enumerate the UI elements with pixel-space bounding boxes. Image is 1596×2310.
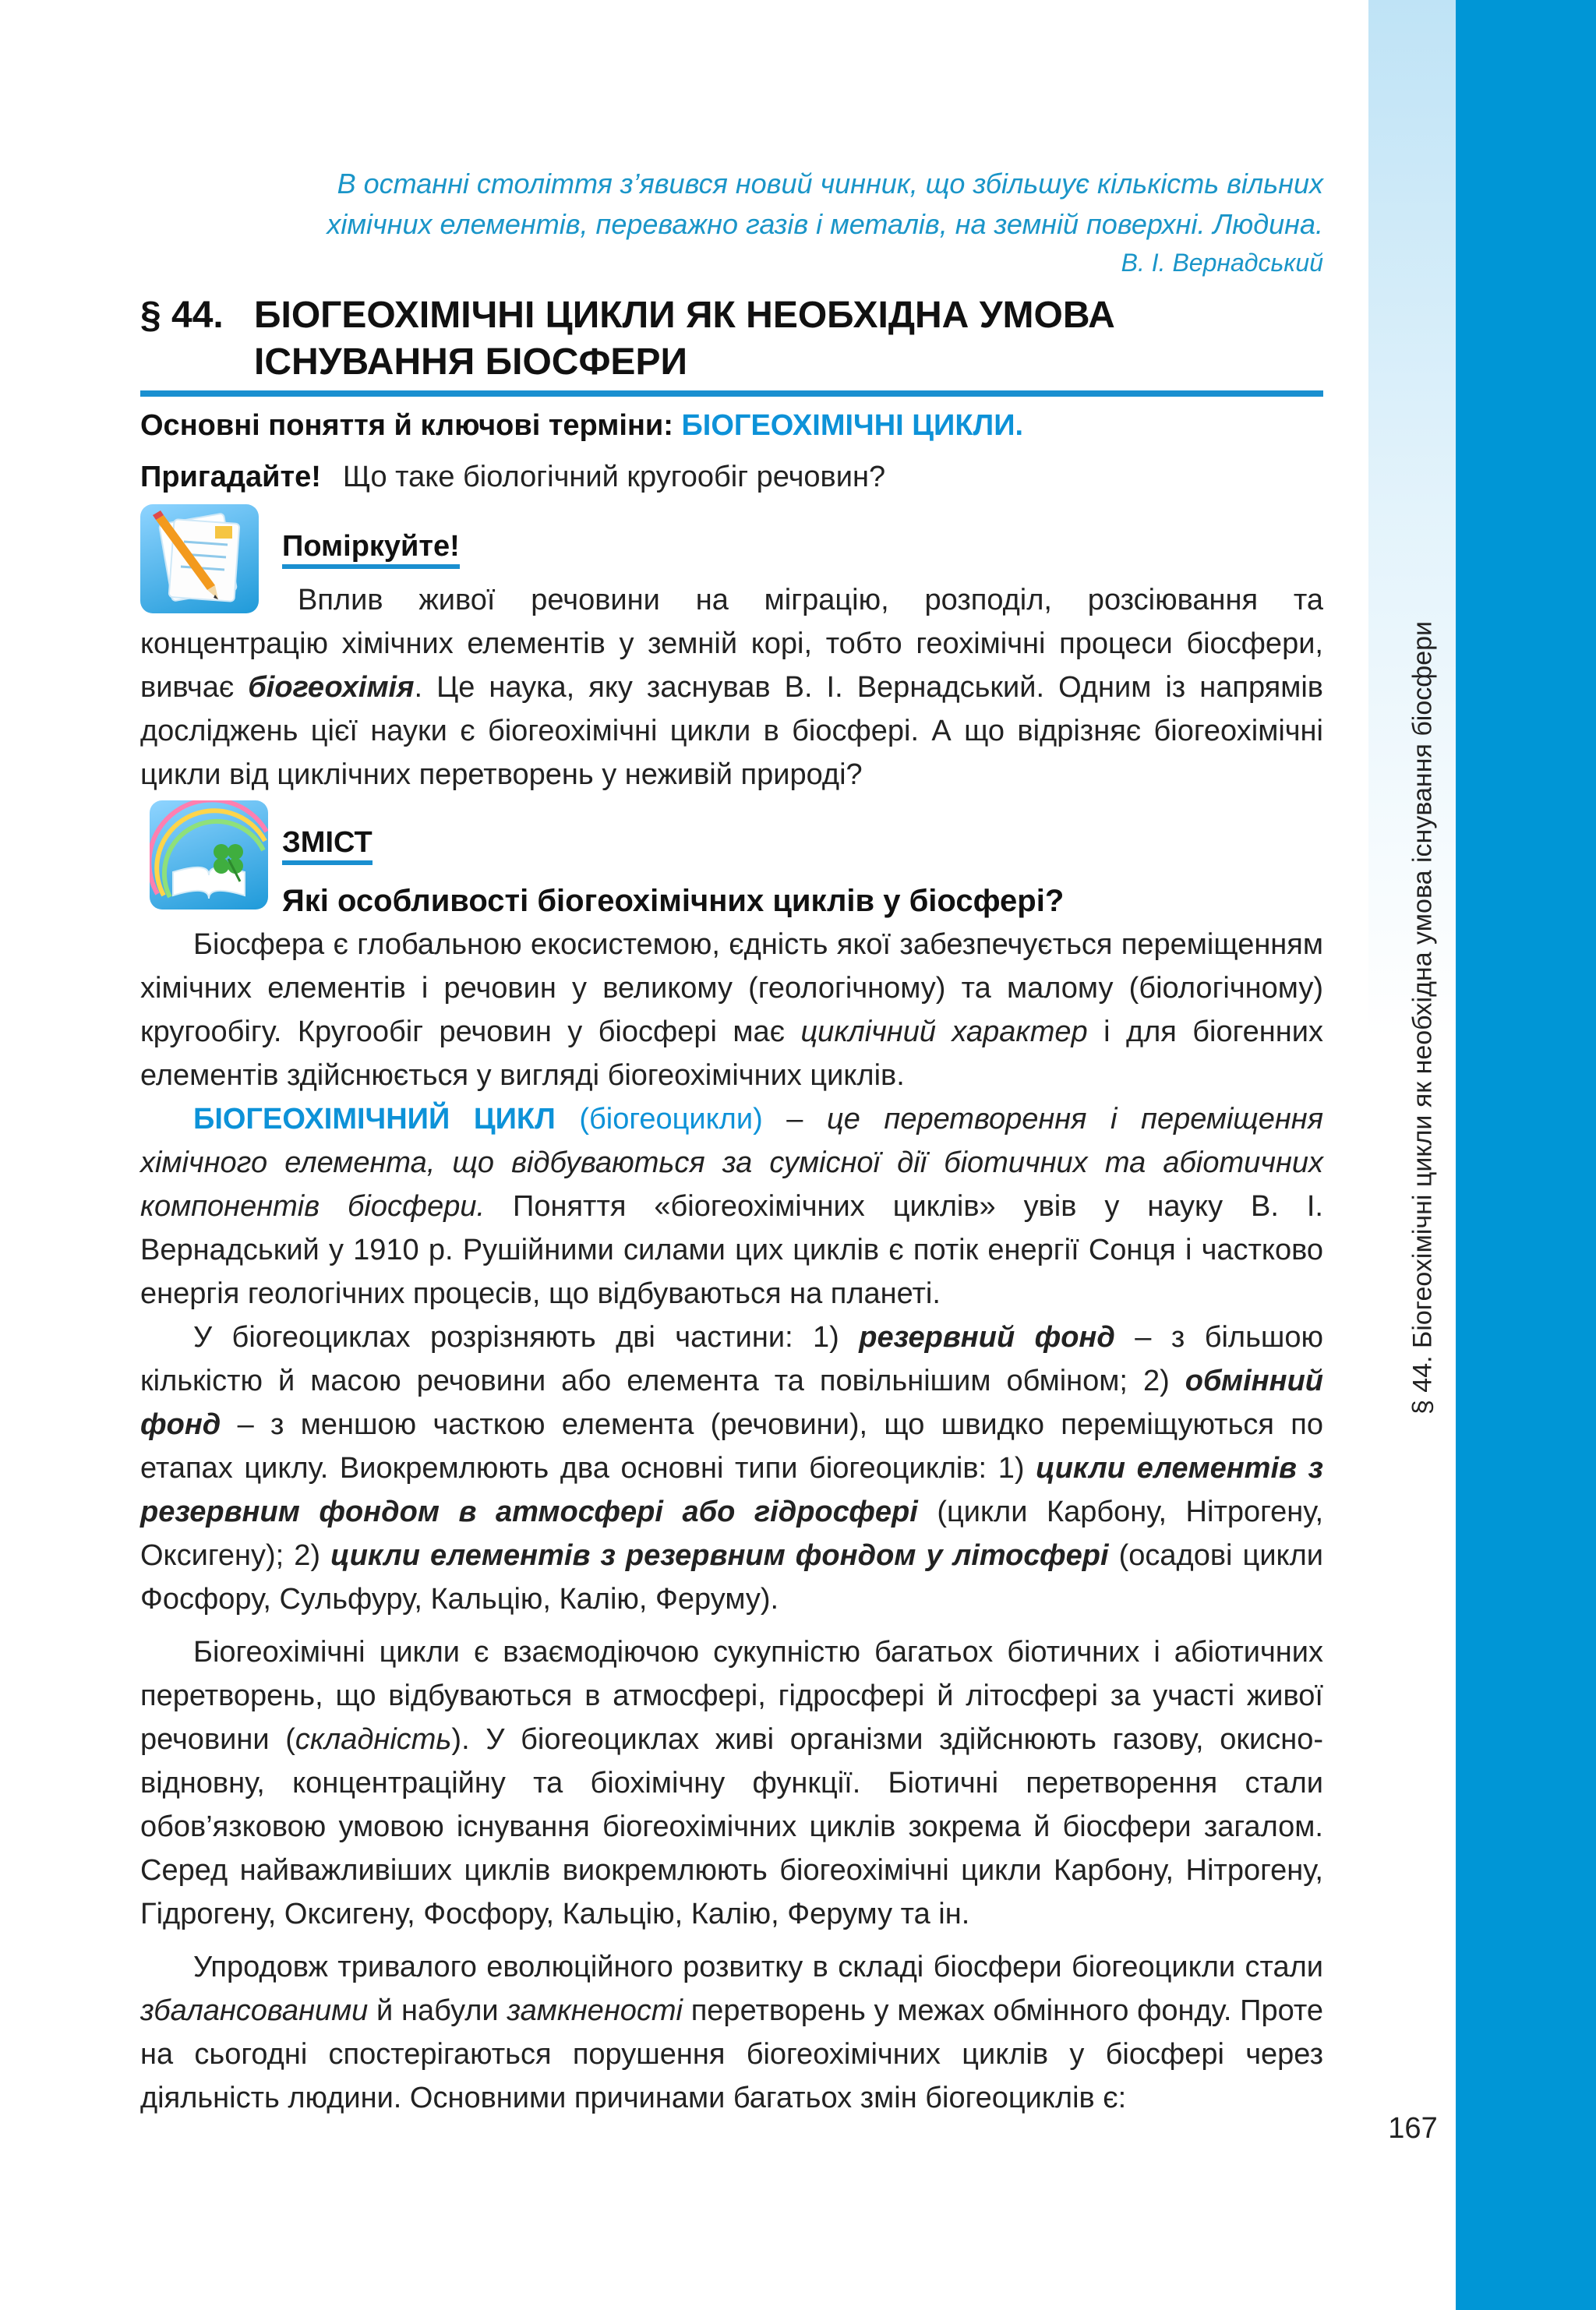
- page-number: 167: [1388, 2112, 1438, 2145]
- paragraph-5: Упродовж тривалого еволюційного розвитку в складі біосфери біогеоцикли стали збалансованими й набули замкненості перетворень у межах обмінного фонду. Проте на сьогодні спостерігаються порушення біогеохімічних циклів у біосфері через діяльність людини. Основними причинами багатьох змін біогеоциклів є:: [140, 1951, 1324, 2114]
- subheading: Які особливості біогеохімічних циклів у біосфері?: [282, 884, 1065, 918]
- main-text: [140, 923, 1323, 2120]
- key-terms: [140, 404, 1023, 447]
- epigraph-line: В останні століття з’явився новий чинник, що збільшує кількість вільних: [337, 168, 1323, 200]
- section-title-line: ІСНУВАННЯ БІОСФЕРИ: [254, 341, 687, 383]
- paragraph-4: Біогеохімічні цикли є взаємодіючою сукупністю багатьох біотичних і абіотичних перетворень, що відбуваються в атмосфері, гідросфері й літосфері за участі живої речовини (складність). У біогеоциклах живі організми здійснюють газову, окисно-відновну, концентраційну та біохімічну функції. Біотичні перетворення стали обов’язковою умовою існування біогеохімічних циклів зокрема й біосфери загалом. Серед найважливіших циклів виокремлюють біогеохімічні цикли Карбону, Нітрогену, Гідрогену, Оксигену, Фосфору, Кальцію, Калію, Феруму та ін.: [140, 1636, 1323, 1930]
- section-number: § 44.: [140, 295, 224, 336]
- term-biogeochemical-cycle: БІОГЕОХІМІЧНИЙ ЦИКЛ: [193, 1103, 556, 1136]
- remember-question: Що таке біологічний кругообіг речовин?: [342, 461, 886, 493]
- paragraph-3: У біогеоциклах розрізняють дві частини: 1) резервний фонд – з більшою кількістю й масою речовини або елемента та повільнішим обміном; 2) обмінний фонд – з меншою часткою елемента (речовини), що швидко переміщуються по етапах циклу. Виокремлюють два основні типи біогеоциклів: 1) цикли елементів з резервним фондом в атмосфері або гідросфері (цикли Карбону, Нітрогену, Оксигену); 2) цикли елементів з резервним фондом у літосфері (осадові цикли Фосфору, Сульфуру, Кальцію, Калію, Феруму).: [140, 1321, 1324, 1616]
- key-terms-label: Основні поняття й ключові терміни:: [140, 409, 673, 442]
- think-label: Поміркуйте!: [282, 527, 460, 566]
- book-clover-icon: [150, 800, 268, 910]
- think-paragraph: Вплив живої речовини на міграцію, розподіл, розсіювання та концентрацію хімічних елементів у земній корі, тобто геохімічні процеси біосфери, вивчає біогеохімія. Це наука, яку заснував В. І. Вернадський. Одним із напрямів досліджень цієї науки є біогеохімічні цикли в біосфері. А що відрізняє біогеохімічні цикли від циклічних перетворень у неживій природі?: [140, 584, 1323, 791]
- think-text: [140, 578, 1323, 796]
- remember-prompt: [140, 455, 885, 499]
- key-terms-value: БІОГЕОХІМІЧНІ ЦИКЛИ.: [681, 409, 1024, 442]
- epigraph-line: хімічних елементів, переважно газів і металів, на земній поверхні. Людина.: [327, 208, 1323, 240]
- epigraph: [140, 164, 1323, 281]
- section-title-line: БІОГЕОХІМІЧНІ ЦИКЛИ ЯК НЕОБХІДНА УМОВА: [254, 295, 1115, 336]
- sidebar-blue-band: [1456, 0, 1596, 2310]
- epigraph-author: В. І. Вернадський: [1121, 249, 1323, 277]
- content-label: ЗМІСТ: [282, 823, 373, 862]
- paragraph-1: Біосфера є глобальною екосистемою, єдність якої забезпечується переміщенням хімічних елементів і речовин у великому (геологічному) та малому (біологічному) кругообігу. Кругообіг речовин у біосфері має циклічний характер і для біогенних елементів здійснюється у вигляді біогеохімічних циклів.: [140, 928, 1323, 1092]
- term-biogeochemistry: біогеохімія: [248, 671, 415, 704]
- paragraph-2: БІОГЕОХІМІЧНИЙ ЦИКЛ (біогеоцикли) – це перетворення і переміщення хімічного елемента, що відбуваються за сумісної дії біотичних та абіотичних компонентів біосфери. Поняття «біогеохімічних циклів» увів у науку В. І. Вернадський у 1910 р. Рушійними силами цих циклів є потік енергії Сонця і частково енергія геологічних процесів, що відбуваються на планеті.: [140, 1103, 1324, 1310]
- section-title: [254, 292, 1322, 386]
- remember-label: Пригадайте!: [140, 461, 321, 493]
- heading-underline: [140, 390, 1323, 397]
- running-head: § 44. Біогеохімічні цикли як необхідна умова існування біосфери: [1407, 620, 1438, 1415]
